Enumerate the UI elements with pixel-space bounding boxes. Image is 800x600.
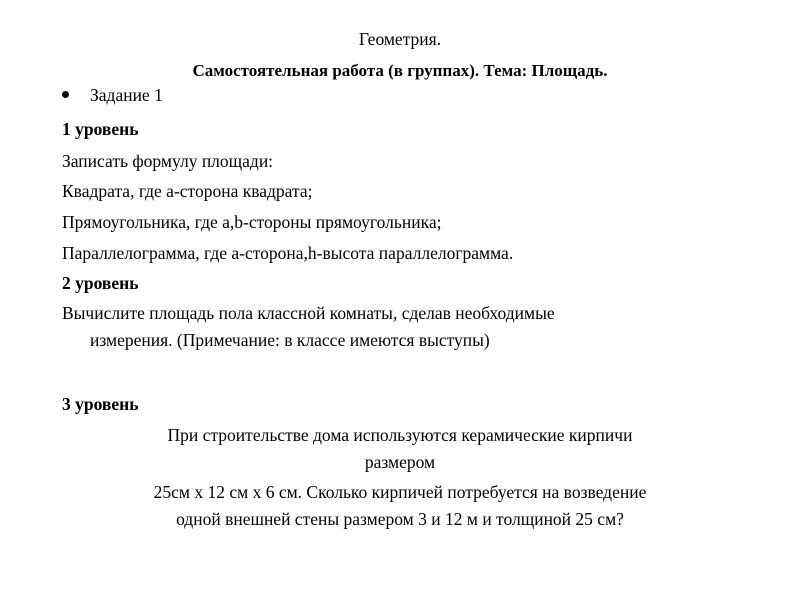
- level1-line: Прямоугольника, где а,b-стороны прямоугольника;: [62, 212, 442, 232]
- page-title: Геометрия.: [358, 29, 442, 49]
- level2-line: измерения. (Примечание: в классе имеются выступы): [90, 330, 490, 350]
- bullet-icon: [62, 91, 69, 98]
- level1-line: Записать формулу площади:: [62, 151, 274, 171]
- level2-heading: 2 уровень: [62, 273, 139, 293]
- level2-line: Вычислите площадь пола классной комнаты, сделав необходимые: [62, 303, 555, 323]
- level1-heading: 1 уровень: [62, 119, 139, 139]
- level3-line: одной внешней стены размером 3 и 12 м и толщиной 25 см?: [176, 509, 624, 529]
- level3-heading: 3 уровень: [62, 394, 139, 414]
- level1-line: Квадрата, где а-сторона квадрата;: [62, 181, 313, 201]
- level3-line: размером: [364, 452, 436, 472]
- page-subtitle: Самостоятельная работа (в группах). Тема: Площадь.: [192, 61, 608, 80]
- level1-line: Параллелограмма, где а-сторона,h-высота параллелограмма.: [62, 243, 514, 263]
- level3-line: 25см х 12 см х 6 см. Сколько кирпичей потребуется на возведение: [153, 482, 647, 502]
- task-label: Задание 1: [90, 85, 163, 105]
- level3-line: При строительстве дома используются керамические кирпичи: [167, 425, 633, 445]
